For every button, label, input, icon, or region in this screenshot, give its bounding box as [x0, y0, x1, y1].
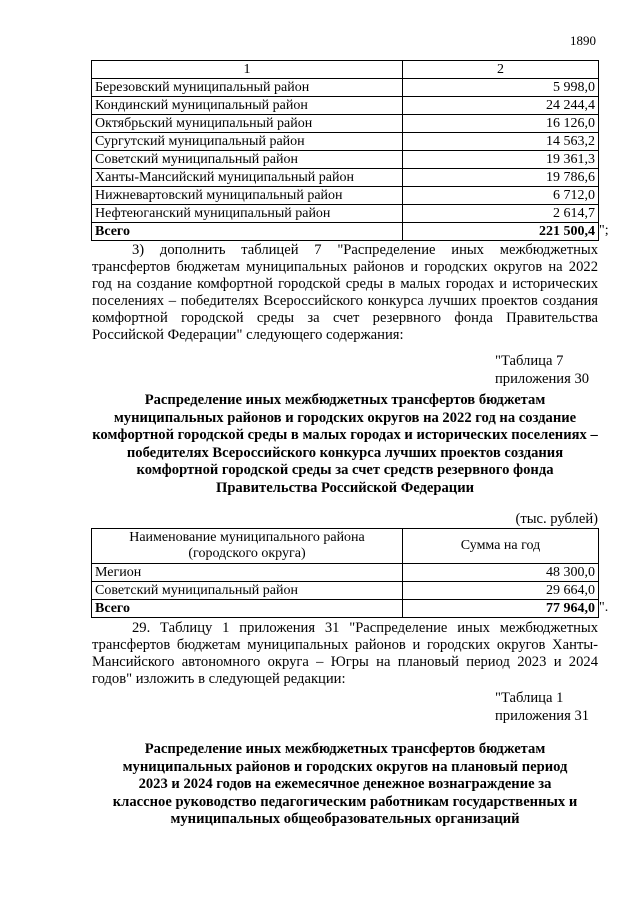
table-comfort-environment	[91, 528, 599, 618]
district-name: Сургутский муниципальный район	[92, 133, 403, 151]
amount: 48 300,0	[403, 564, 599, 582]
page-number: 1890	[570, 33, 596, 48]
caption-line: приложения 31	[495, 708, 590, 724]
amendment-paragraph-29: 29. Таблицу 1 приложения 31 "Распределение иных межбюджетных трансфертов бюджетам муниципальных районов и городских округов Ханты-Мансийского автономного округа – Югры на плановый период 2023 и 2024 годов" изложить в следующей редакции:	[92, 620, 598, 687]
table2-closing-quote: ".	[599, 600, 609, 615]
total-label: Всего	[92, 223, 403, 241]
amount: 6 712,0	[403, 187, 599, 205]
table-row	[92, 187, 599, 205]
amount: 19 786,6	[403, 169, 599, 187]
district-name: Октябрьский муниципальный район	[92, 115, 403, 133]
table-row	[92, 151, 599, 169]
table-row	[92, 115, 599, 133]
amount: 24 244,4	[403, 97, 599, 115]
table1-closing-quote: ";	[599, 223, 609, 238]
header-sum: Сумма на год	[403, 529, 599, 564]
amount: 2 614,7	[403, 205, 599, 223]
district-name: Березовский муниципальный район	[92, 79, 403, 97]
amount: 14 563,2	[403, 133, 599, 151]
table-row	[92, 169, 599, 187]
district-name: Нижневартовский муниципальный район	[92, 187, 403, 205]
amount: 29 664,0	[403, 582, 599, 600]
district-name: Ханты-Мансийский муниципальный район	[92, 169, 403, 187]
table1-caption	[495, 689, 605, 725]
table7-caption	[495, 352, 605, 388]
district-name: Советский муниципальный район	[92, 151, 403, 169]
table7-title: Распределение иных межбюджетных трансфертов бюджетам муниципальных районов и городских округов на 2022 год на создание комфортной городской среды в малых городах и исторических поселениях – победителях Всероссийского конкурса лучших проектов создания комфортной городской среды за счет средств резервного фонда Правительства Российской Федерации	[92, 392, 598, 496]
amendment-paragraph-3: 3) дополнить таблицей 7 "Распределение иных межбюджетных трансфертов бюджетам муниципальных районов и городских округов на 2022 год на создание комфортной городской среды в малых городах и исторических поселениях – победителях Всероссийского конкурса лучших проектов создания комфортной городской среды за счет резервного фонда Правительства Российской Федерации" следующего содержания:	[92, 242, 598, 343]
caption-line: "Таблица 7	[495, 353, 564, 369]
table-row	[92, 582, 599, 600]
table-row	[92, 564, 599, 582]
table1-title: Распределение иных межбюджетных трансфертов бюджетам муниципальных районов и городских округов на плановый период 2023 и 2024 годов на ежемесячное денежное вознаграждение за классное руководство педагогическим работникам государственных и муниципальных общеобразовательных организаций	[112, 741, 578, 827]
table-row	[92, 133, 599, 151]
total-label: Всего	[92, 600, 403, 618]
header-cell-2: 2	[403, 61, 599, 79]
header-cell-1: 1	[92, 61, 403, 79]
total-value: 77 964,0	[403, 600, 599, 618]
table-municipal-transfers	[91, 60, 599, 241]
caption-line: приложения 30	[495, 371, 590, 387]
district-name: Нефтеюганский муниципальный район	[92, 205, 403, 223]
units-label: (тыс. рублей)	[515, 511, 598, 527]
caption-line: "Таблица 1	[495, 690, 564, 706]
district-name: Мегион	[92, 564, 403, 582]
district-name: Кондинский муниципальный район	[92, 97, 403, 115]
district-name: Советский муниципальный район	[92, 582, 403, 600]
amount: 16 126,0	[403, 115, 599, 133]
table-row	[92, 205, 599, 223]
table-total-row	[92, 600, 599, 618]
amount: 19 361,3	[403, 151, 599, 169]
amount: 5 998,0	[403, 79, 599, 97]
table-header-row	[92, 61, 599, 79]
header-name: Наименование муниципального района (городского округа)	[92, 529, 403, 564]
table-header-row	[92, 529, 599, 564]
table-total-row	[92, 223, 599, 241]
total-value: 221 500,4	[403, 223, 599, 241]
table-row	[92, 97, 599, 115]
table-row	[92, 79, 599, 97]
